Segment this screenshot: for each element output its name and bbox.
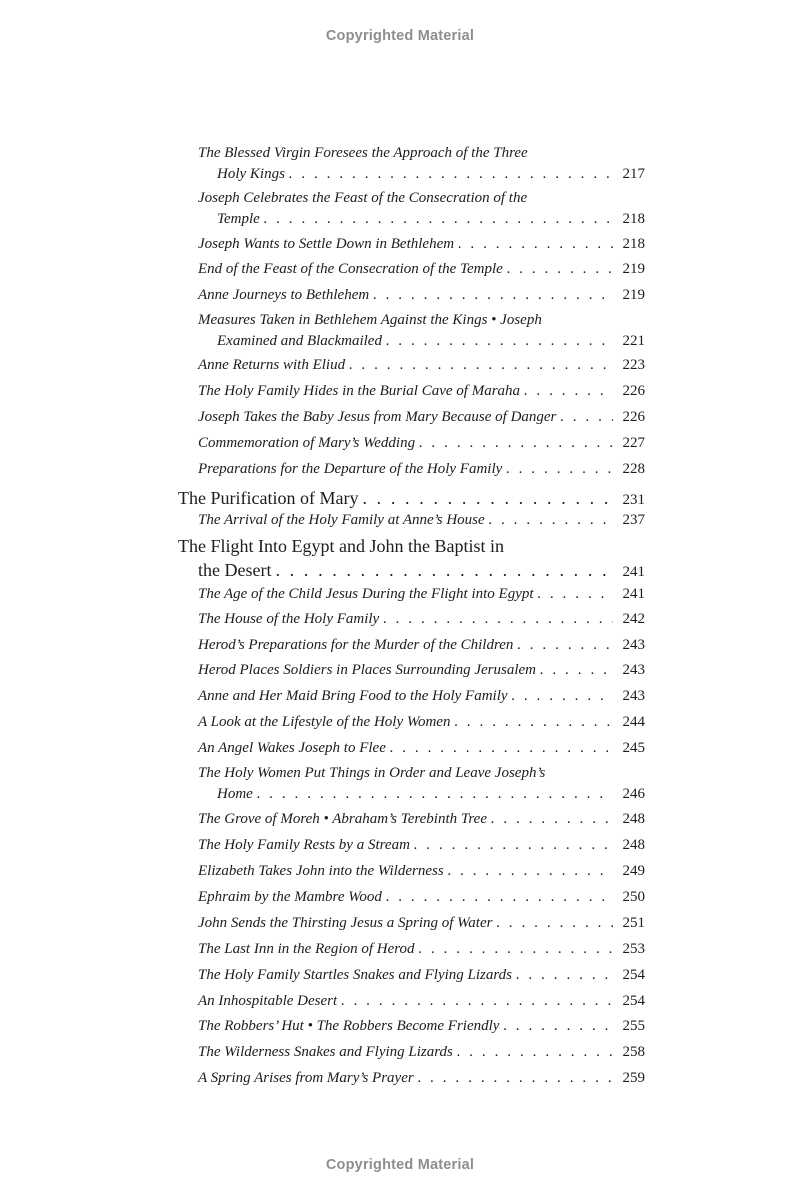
toc-entry-page-number: 253 [622,941,645,957]
dot-leader [516,967,613,984]
dot-leader [418,1070,613,1087]
toc-entry-page-number: 259 [622,1070,645,1086]
toc-entry-title: The Age of the Child Jesus During the Flight into Egypt [198,586,534,602]
dot-leader [341,993,613,1010]
toc-entry-page-number: 219 [622,287,645,303]
toc-entry-title: Elizabeth Takes John into the Wilderness [198,863,444,879]
dot-leader [506,461,613,478]
toc-entry-page-number: 258 [622,1044,645,1060]
watermark-top: Copyrighted Material [325,28,475,44]
toc-entry-title: An Angel Wakes Joseph to Flee [198,740,386,756]
dot-leader [257,786,613,803]
dot-leader [512,688,613,705]
toc-entry-page-number: 217 [622,166,645,182]
toc-entry-title: The Last Inn in the Region of Herod [198,941,415,957]
dot-leader [524,383,613,400]
toc-entry-title: Joseph Takes the Baby Jesus from Mary Because of Danger [198,409,557,425]
toc-entry-title-line1: Joseph Celebrates the Feast of the Consecration of the [198,190,528,206]
dot-leader [390,740,613,757]
toc-entry-title: The Holy Family Hides in the Burial Cave of Maraha [198,383,521,399]
toc-entry-title: The Holy Family Startles Snakes and Flying Lizards [198,967,513,983]
toc-entry-page-number: 226 [622,383,645,399]
dot-leader [489,512,613,529]
toc-entry-page-number: 226 [622,409,645,425]
dot-leader [289,166,613,183]
toc-entry-title: The Holy Family Rests by a Stream [198,837,410,853]
dot-leader [419,941,613,958]
toc-entry-page-number: 223 [622,357,645,373]
dot-leader [386,889,613,906]
dot-leader [264,211,613,228]
toc-entry-title-line1: The Holy Women Put Things in Order and Leave Joseph’s [198,765,546,781]
dot-leader [496,915,613,932]
toc-entry-title: John Sends the Thirsting Jesus a Spring of Water [198,915,493,931]
dot-leader [373,287,613,304]
toc-entry-title: Anne Journeys to Bethlehem [198,287,370,303]
dot-leader [517,637,613,654]
toc-entry-page-number: 241 [622,586,645,602]
dot-leader [491,811,613,828]
toc-entry-title: A Look at the Lifestyle of the Holy Women [198,714,451,730]
toc-entry-page-number: 244 [622,714,645,730]
toc-entry-page-number: 242 [622,611,645,627]
toc-entry-title: Joseph Wants to Settle Down in Bethlehem [198,236,455,252]
dot-leader [457,1044,613,1061]
dot-leader [560,409,613,426]
dot-leader [414,837,613,854]
toc-entry-page-number: 246 [622,786,645,802]
toc-entry-title: End of the Feast of the Consecration of the Temple [198,261,503,277]
toc-entry-title: the Desert [198,560,272,580]
dot-leader [538,586,613,603]
toc-entry-title: Ephraim by the Mambre Wood [198,889,382,905]
toc-entry-title: The Arrival of the Holy Family at Anne’s House [198,512,485,528]
toc-entry-title: Anne and Her Maid Bring Food to the Holy Family [198,688,508,704]
toc-entry-title-line1: Measures Taken in Bethlehem Against the Kings • Joseph [198,312,542,328]
toc-entry-page-number: 255 [622,1018,645,1034]
toc-entry-title: The House of the Holy Family [198,611,380,627]
toc-entry-title: Home [217,786,253,802]
toc-entry-title: Examined and Blackmailed [217,333,382,349]
toc-entry-page-number: 245 [622,740,645,756]
toc-entry-title: Temple [217,211,260,227]
toc-entry-page-number: 219 [622,261,645,277]
dot-leader [386,333,613,350]
dot-leader [507,261,613,278]
toc-entry-page-number: 218 [622,236,645,252]
toc-entry-page-number: 249 [622,863,645,879]
toc-entry-page-number: 248 [622,811,645,827]
toc-entry-title: Herod’s Preparations for the Murder of the Children [198,637,514,653]
dot-leader [349,357,613,374]
dot-leader [503,1018,613,1035]
toc-entry-title: The Robbers’ Hut • The Robbers Become Friendly [198,1018,500,1034]
dot-leader [419,435,613,452]
watermark-bottom: Copyrighted Material [325,1157,475,1173]
toc-entry-title-line1: The Blessed Virgin Foresees the Approach of the Three [198,145,528,161]
toc-entry-title: An Inhospitable Desert [198,993,338,1009]
toc-entry-page-number: 218 [622,211,645,227]
dot-leader [540,662,613,679]
toc-entry-page-number: 254 [622,993,645,1009]
toc-entry-title: Anne Returns with Eliud [198,357,346,373]
toc-entry-title: Herod Places Soldiers in Places Surrounding Jerusalem [198,662,537,678]
toc-entry-page-number: 231 [622,492,645,508]
toc-entry-title: The Wilderness Snakes and Flying Lizards [198,1044,453,1060]
toc-entry-page-number: 254 [622,967,645,983]
dot-leader [454,714,613,731]
dot-leader [275,560,613,581]
toc-entry-page-number: 243 [622,637,645,653]
toc-entry-title: Holy Kings [217,166,285,182]
toc-entry-page-number: 241 [622,564,645,580]
toc-entry-page-number: 250 [622,889,645,905]
toc-entry-title: Preparations for the Departure of the Holy Family [198,461,503,477]
toc-entry-title-line1: The Flight Into Egypt and John the Baptist in [178,536,504,556]
toc-entry-title: The Grove of Moreh • Abraham’s Terebinth Tree [198,811,487,827]
dot-leader [383,611,613,628]
toc-entry-page-number: 237 [622,512,645,528]
toc-entry-page-number: 227 [622,435,645,451]
toc-entry-page-number: 248 [622,837,645,853]
toc-entry-page-number: 221 [622,333,645,349]
toc-entry-page-number: 243 [622,688,645,704]
toc-entry-title: Commemoration of Mary’s Wedding [198,435,416,451]
dot-leader [458,236,613,253]
toc-entry-title: A Spring Arises from Mary’s Prayer [198,1070,414,1086]
toc-entry-page-number: 243 [622,662,645,678]
dot-leader [448,863,613,880]
toc-entry-title: The Purification of Mary [178,488,359,508]
toc-entry-page-number: 251 [622,915,645,931]
dot-leader [362,488,613,509]
toc-entry-page-number: 228 [622,461,645,477]
